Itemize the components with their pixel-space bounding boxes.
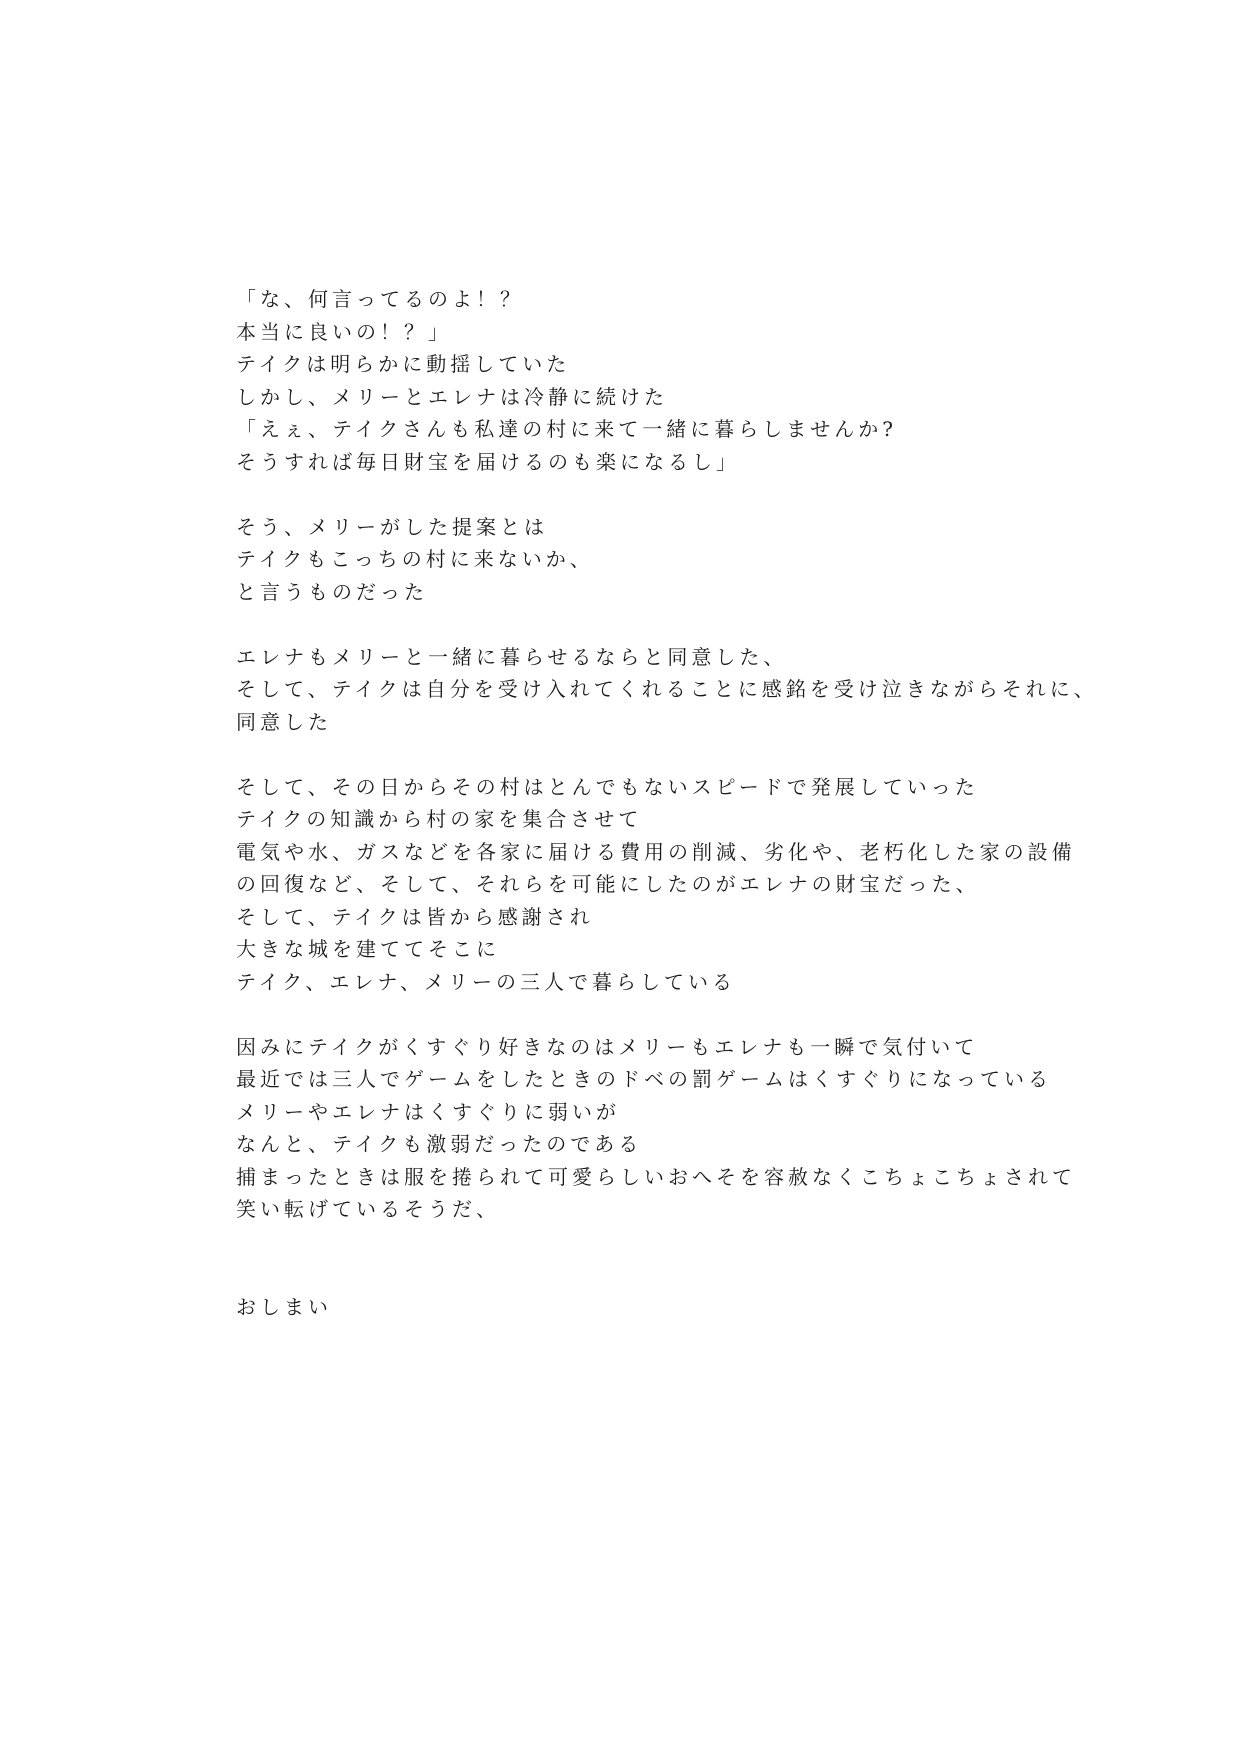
text-line: の回復など、そして、それらを可能にしたのがエレナの財宝だった、 — [236, 872, 980, 896]
text-line: 笑い転げているそうだ、 — [236, 1197, 500, 1221]
blank-line — [236, 608, 1056, 641]
text-line: エレナもメリーと一緒に暮らせるならと同意した、 — [236, 644, 788, 669]
text-line: と言うものだった — [236, 579, 428, 604]
text-line: そうすれば毎日財宝を届けるのも楽になるし」 — [236, 449, 740, 474]
story-text — [236, 283, 1098, 1323]
text-line: そして、テイクは自分を受け入れてくれることに感銘を受け泣きながらそれに、 — [236, 677, 1098, 701]
text-line: テイクもこっちの村に来ないか、 — [236, 547, 594, 571]
text-line: 「な、何言ってるのよ！？ — [236, 287, 524, 311]
text-line: 本当に良いの！？」 — [236, 319, 452, 344]
text-line: 因みにテイクがくすぐり好きなのはメリーもエレナも一瞬で気付いて — [236, 1034, 979, 1059]
text-line: 大きな城を建ててそこに — [236, 937, 500, 961]
text-line: 捕まったときは服を捲られて可愛らしいおへそを容赦なくこちょこちょされて — [236, 1164, 1076, 1189]
text-line: しかし、メリーとエレナは冷静に続けた — [236, 384, 668, 409]
blank-line — [236, 1258, 1056, 1291]
blank-line — [236, 998, 1056, 1031]
text-line: そして、その日からその村はとんでもないスピードで発展していった — [236, 774, 979, 799]
text-line: テイク、エレナ、メリーの三人で暮らしている — [236, 969, 736, 994]
blank-line — [236, 478, 1056, 511]
text-line: テイクは明らかに動揺していた — [236, 352, 571, 376]
text-line: そう、メリーがした提案とは — [236, 514, 548, 539]
text-line: 「えぇ、テイクさんも私達の村に来て一緒に暮らしませんか? — [236, 417, 897, 441]
text-line: メリーやエレナはくすぐりに弱いが — [236, 1099, 620, 1124]
blank-line — [236, 1226, 1056, 1259]
text-line: おしまい — [236, 1294, 332, 1319]
text-line: テイクの知識から村の家を集合させて — [236, 807, 643, 831]
text-line: そして、テイクは皆から感謝され — [236, 904, 594, 929]
text-line: なんと、テイクも激弱だったのである — [236, 1132, 643, 1156]
text-line: 最近では三人でゲームをしたときのドベの罰ゲームはくすぐりになっている — [236, 1067, 1052, 1091]
text-line: 同意した — [236, 709, 332, 734]
text-line: 電気や水、ガスなどを各家に届ける費用の削減、劣化や、老朽化した家の設備 — [236, 839, 1076, 864]
blank-line — [236, 738, 1056, 771]
